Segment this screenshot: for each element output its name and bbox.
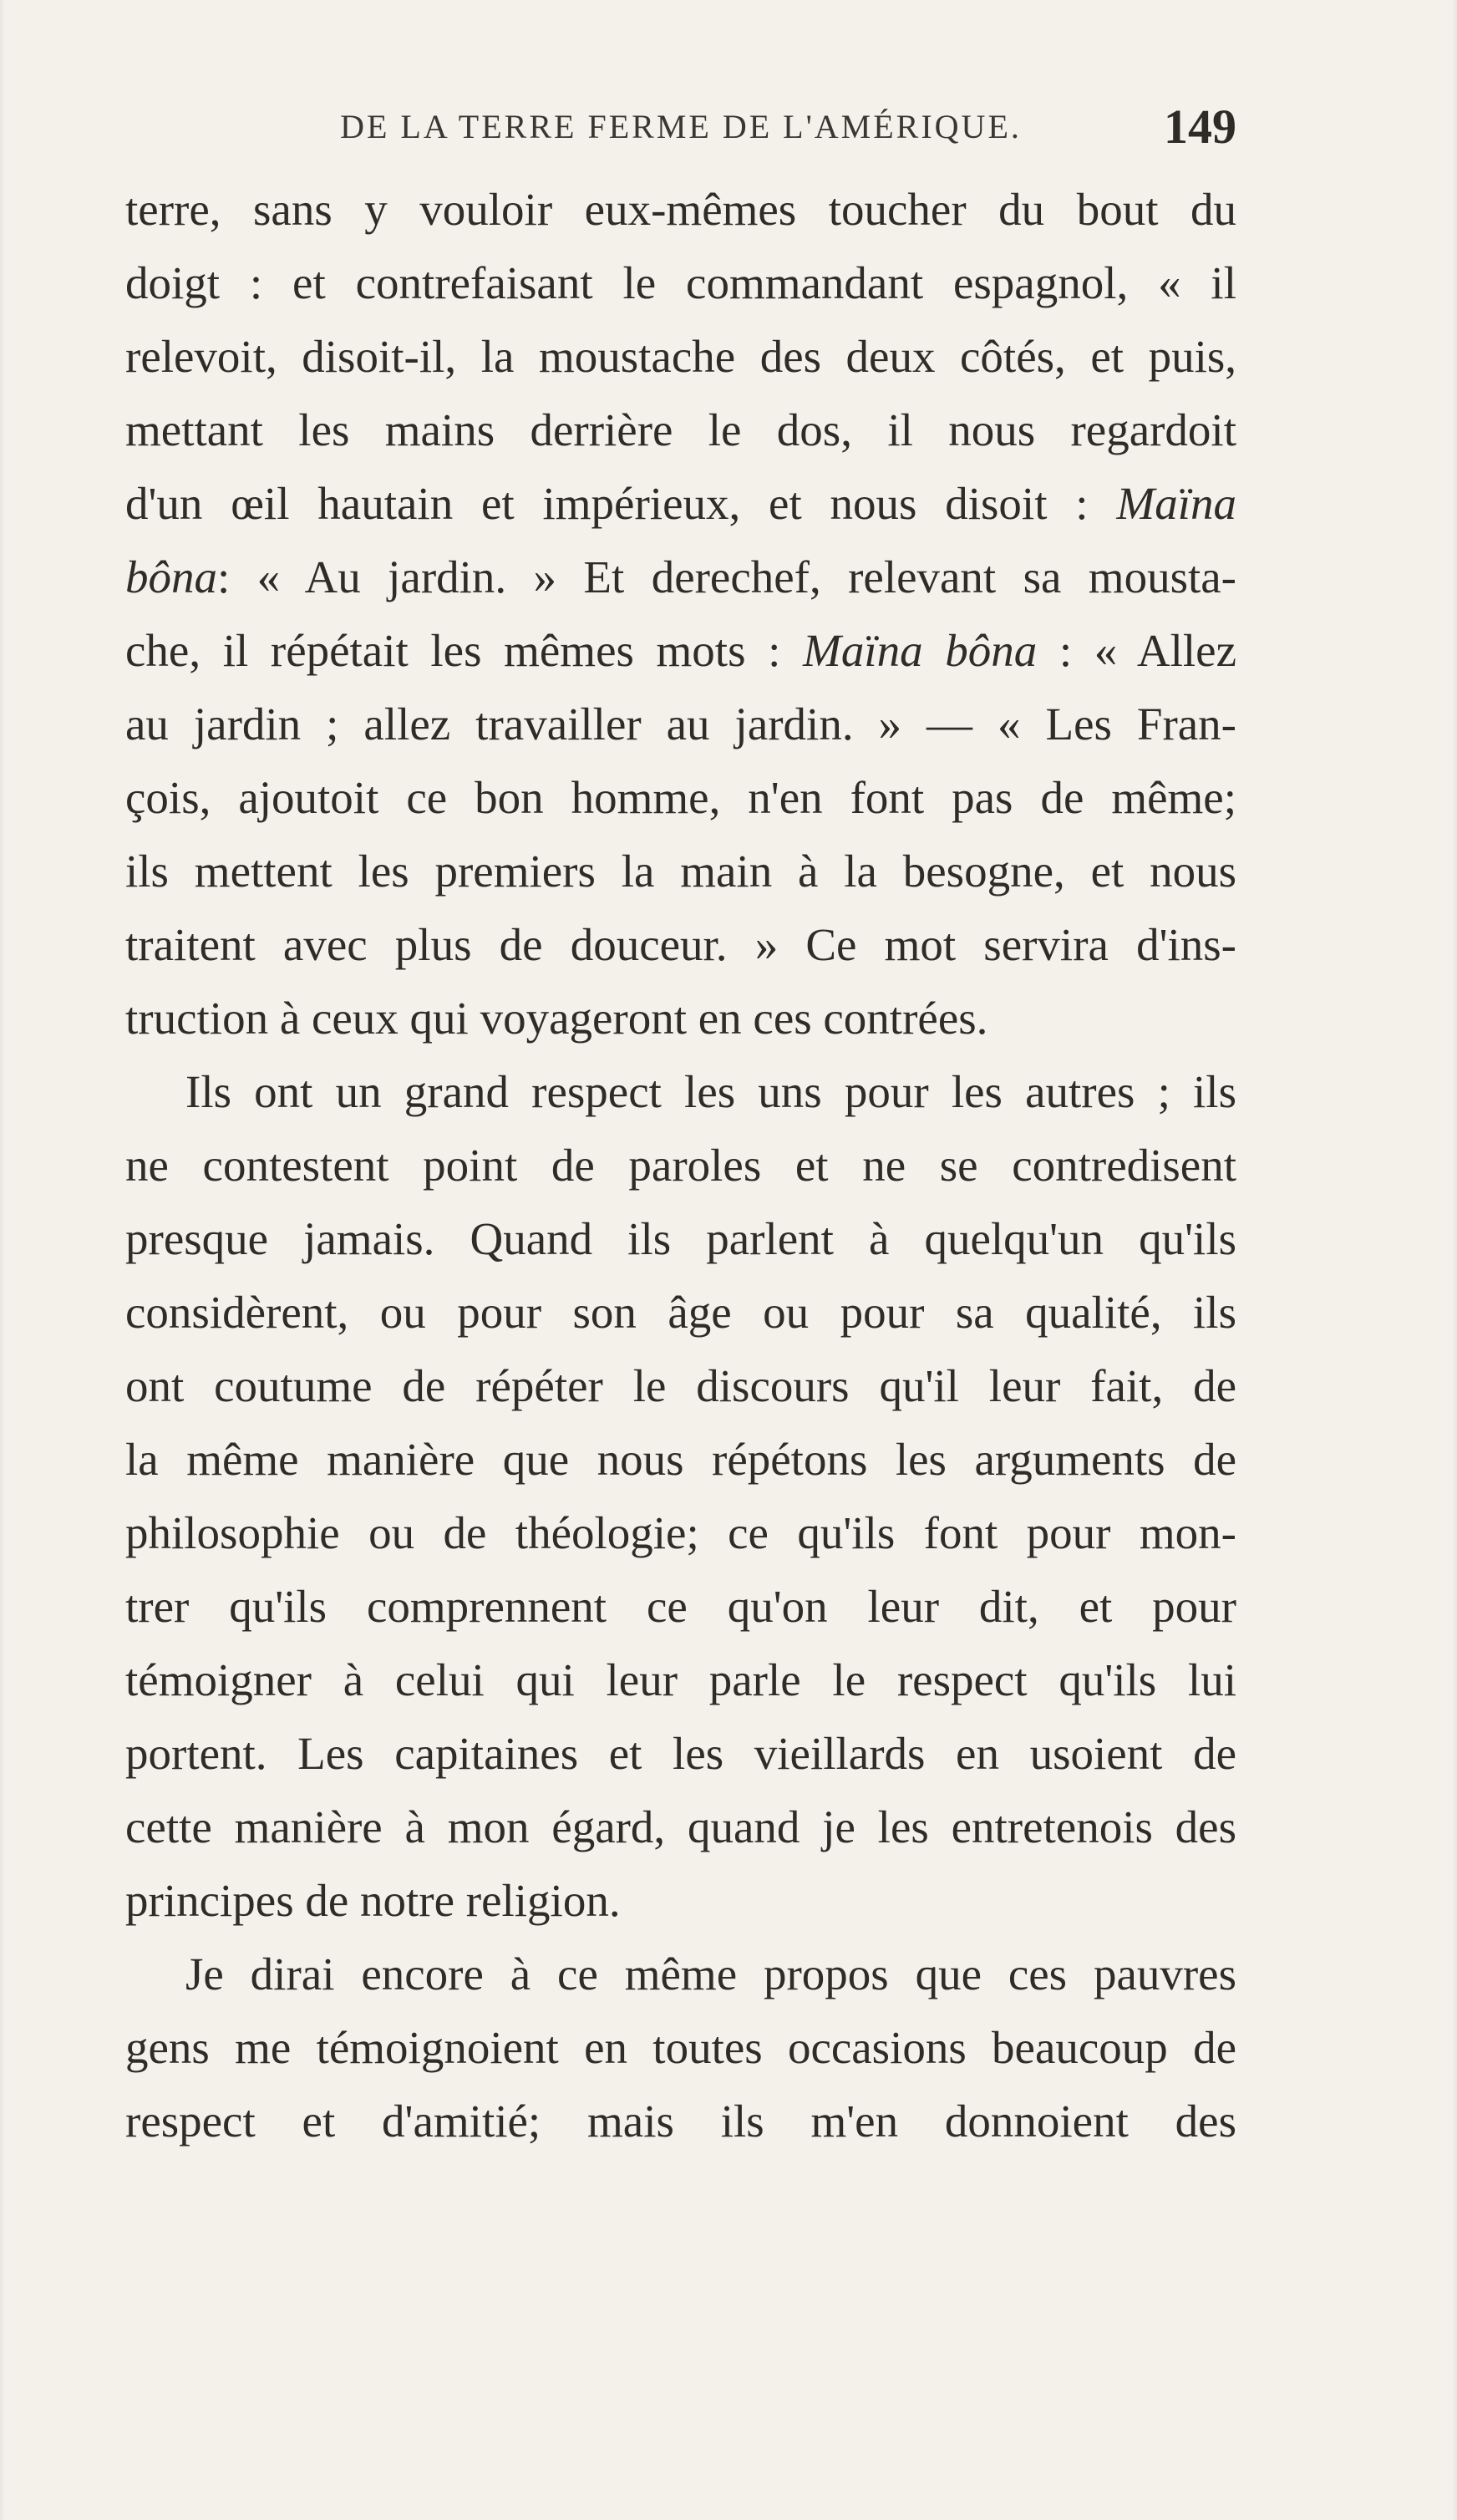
- text-line: [125, 2085, 1236, 2158]
- text-line: [125, 1276, 1236, 1349]
- text-line: [125, 1496, 1236, 1570]
- text-segment: portent. Les capitaines et les vieillards en usoient de: [125, 1728, 1236, 1779]
- text-line: [125, 1423, 1236, 1496]
- text-line: [125, 394, 1236, 467]
- text-line: [125, 1202, 1236, 1276]
- text-line: [125, 173, 1236, 246]
- text-line: [125, 541, 1236, 614]
- text-line: [125, 1864, 1236, 1938]
- text-segment: d'un œil hautain et impérieux, et nous disoit :: [125, 478, 1117, 529]
- running-title: DE LA TERRE FERME DE L'AMÉRIQUE.: [340, 108, 1022, 145]
- text-line: [125, 320, 1236, 394]
- text-segment: la même manière que nous répétons les arguments de: [125, 1434, 1236, 1485]
- text-segment: Je dirai encore à ce même propos que ces pauvres: [185, 1948, 1236, 1999]
- text-segment: terre, sans y vouloir eux-mêmes toucher du bout du: [125, 184, 1236, 235]
- text-segment: truction à ceux qui voyageront en ces contrées.: [125, 993, 988, 1044]
- text-segment: trer qu'ils comprennent ce qu'on leur dit, et pour: [125, 1581, 1236, 1632]
- running-head: [125, 99, 1236, 157]
- text-segment: ont coutume de répéter le discours qu'il leur fait, de: [125, 1360, 1236, 1411]
- text-segment: philosophie ou de théologie; ce qu'ils font pour mon-: [125, 1507, 1236, 1558]
- text-segment: Ils ont un grand respect les uns pour les autres ; ils: [185, 1066, 1236, 1117]
- text-line: [125, 1055, 1236, 1129]
- text-segment: cette manière à mon égard, quand je les entretenois des: [125, 1801, 1236, 1852]
- text-segment: témoigner à celui qui leur parle le respect qu'ils lui: [125, 1654, 1236, 1705]
- text-line: [125, 1570, 1236, 1644]
- text-line: [125, 1349, 1236, 1423]
- text-line: [125, 1644, 1236, 1717]
- page-edge-right: [1452, 0, 1457, 2520]
- text-segment: che, il répétait les mêmes mots :: [125, 625, 804, 676]
- text-line: [125, 982, 1236, 1055]
- text-segment: considèrent, ou pour son âge ou pour sa qualité, ils: [125, 1287, 1236, 1338]
- text-segment: au jardin ; allez travailler au jardin. » — « Les Fran-: [125, 699, 1236, 749]
- text-line: [125, 1129, 1236, 1202]
- text-segment: principes de notre religion.: [125, 1875, 621, 1926]
- text-line: [125, 614, 1236, 688]
- text-segment: respect et d'amitié; mais ils m'en donnoient des: [125, 2096, 1236, 2147]
- text-segment: : « Allez: [1037, 625, 1236, 676]
- italic-text-segment: bôna: [125, 551, 217, 602]
- text-line: [125, 688, 1236, 761]
- text-line: [125, 908, 1236, 982]
- text-segment: doigt : et contrefaisant le commandant espagnol, « il: [125, 257, 1236, 308]
- text-line: [125, 1791, 1236, 1864]
- italic-text-segment: Maïna bôna: [803, 625, 1038, 676]
- text-segment: traitent avec plus de douceur. » Ce mot servira d'ins-: [125, 919, 1236, 970]
- page-edge-left: [0, 0, 5, 2520]
- text-segment: gens me témoignoient en toutes occasions beaucoup de: [125, 2022, 1236, 2073]
- text-segment: : « Au jardin. » Et derechef, relevant sa mousta-: [217, 551, 1236, 602]
- text-line: [125, 1717, 1236, 1791]
- text-line: [125, 2011, 1236, 2085]
- text-segment: mettant les mains derrière le dos, il nous regardoit: [125, 404, 1236, 455]
- body-text: [125, 173, 1236, 2158]
- text-line: [125, 835, 1236, 908]
- text-segment: relevoit, disoit-il, la moustache des deux côtés, et puis,: [125, 331, 1236, 382]
- text-line: [125, 761, 1236, 835]
- page-number: 149: [1164, 99, 1236, 154]
- text-segment: ils mettent les premiers la main à la besogne, et nous: [125, 846, 1236, 897]
- text-line: [125, 246, 1236, 320]
- text-segment: ne contestent point de paroles et ne se contredisent: [125, 1140, 1236, 1191]
- text-segment: çois, ajoutoit ce bon homme, n'en font pas de même;: [125, 772, 1236, 823]
- italic-text-segment: Maïna: [1116, 478, 1236, 529]
- text-segment: presque jamais. Quand ils parlent à quelqu'un qu'ils: [125, 1213, 1236, 1264]
- text-line: [125, 467, 1236, 541]
- text-line: [125, 1938, 1236, 2011]
